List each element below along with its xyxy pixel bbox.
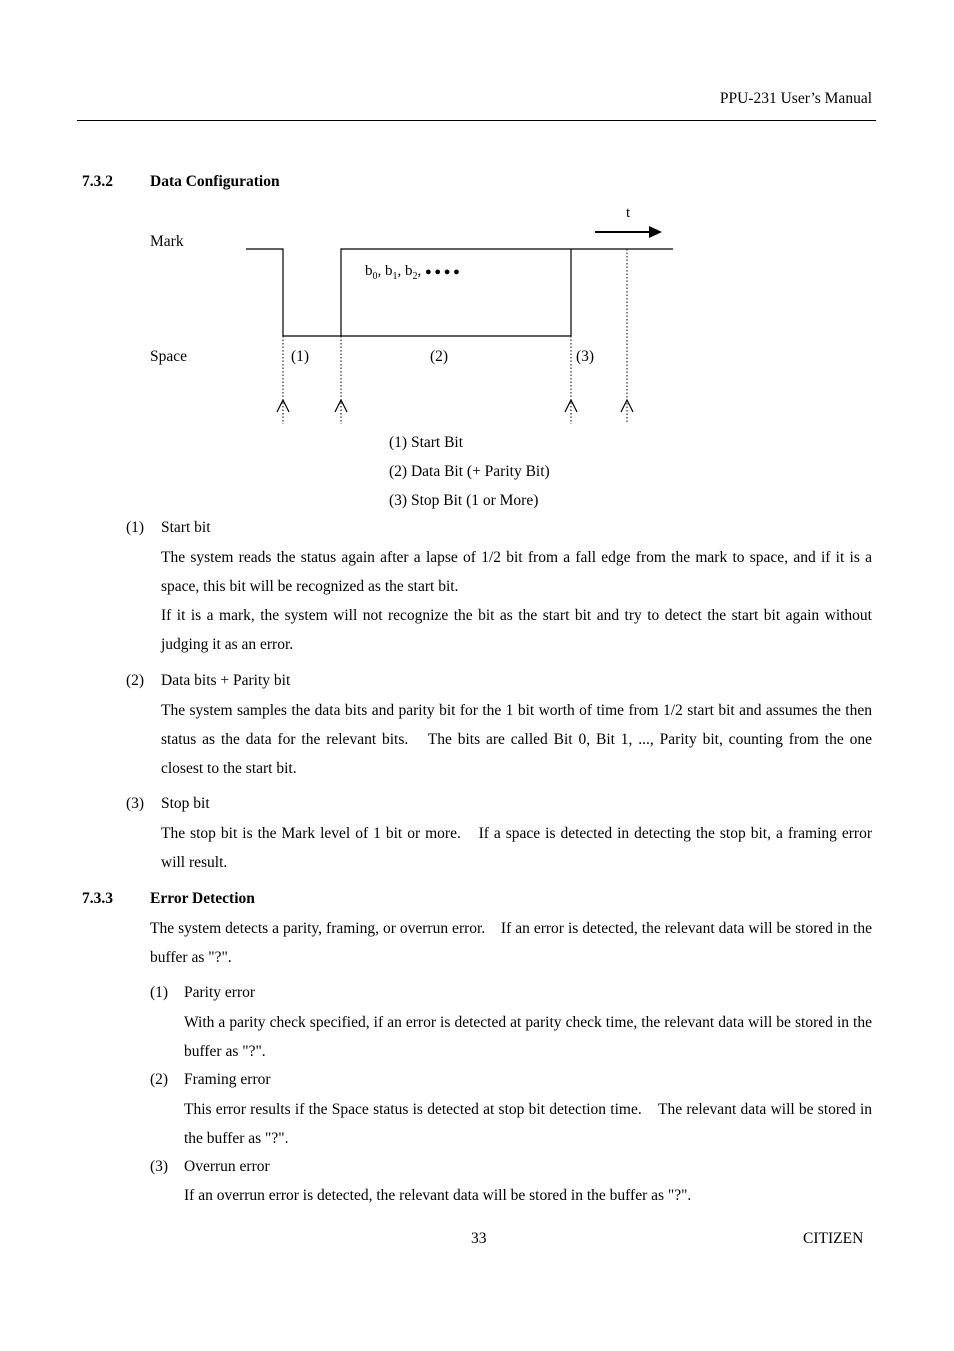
region-1-label: (1) bbox=[291, 348, 310, 365]
item-number: (2) bbox=[126, 672, 145, 689]
space-label: Space bbox=[150, 348, 188, 365]
section-title: Data Configuration bbox=[150, 173, 280, 190]
signal-waveform bbox=[246, 249, 673, 336]
page-number: 33 bbox=[471, 1230, 487, 1247]
timing-diagram bbox=[0, 0, 954, 440]
section-intro: The system detects a parity, framing, or overrun error. If an error is detected, the relevant data will be stored in the buffer as "?". bbox=[150, 920, 872, 966]
section-number: 7.3.3 bbox=[82, 890, 113, 907]
time-label: t bbox=[626, 205, 631, 221]
region-2-label: (2) bbox=[430, 348, 449, 365]
item-number: (1) bbox=[150, 984, 169, 1001]
item-number: (3) bbox=[126, 795, 145, 812]
mark-label: Mark bbox=[150, 233, 184, 250]
header-title: PPU-231 User’s Manual bbox=[719, 90, 872, 107]
item-paragraph: If an overrun error is detected, the relevant data will be stored in the buffer as "?". bbox=[184, 1187, 692, 1204]
item-title: Parity error bbox=[184, 984, 256, 1001]
section-number: 7.3.2 bbox=[82, 173, 113, 190]
section-title: Error Detection bbox=[150, 890, 255, 907]
legend-item: (1) Start Bit bbox=[389, 434, 464, 451]
item-number: (1) bbox=[126, 519, 145, 536]
sample-arrows bbox=[277, 400, 633, 412]
item-paragraph: This error results if the Space status is detected at stop bit detection time. The relevant data will be stored in the buffer as "?". bbox=[184, 1101, 872, 1147]
item-paragraph: The stop bit is the Mark level of 1 bit or more. If a space is detected in detecting the stop bit, a framing error will result. bbox=[161, 825, 872, 871]
diagram-legend bbox=[389, 428, 550, 515]
item-paragraph: If it is a mark, the system will not recognize the bit as the start bit and try to detect the start bit again without judging it as an error. bbox=[161, 607, 872, 653]
item-number: (3) bbox=[150, 1158, 169, 1175]
item-paragraph: With a parity check specified, if an error is detected at parity check time, the relevant data will be stored in the buffer as "?". bbox=[184, 1014, 872, 1060]
item-title: Framing error bbox=[184, 1071, 271, 1088]
time-arrow-head bbox=[649, 226, 662, 238]
item-title: Data bits + Parity bit bbox=[161, 672, 291, 689]
region-3-label: (3) bbox=[576, 348, 595, 365]
item-paragraph: The system samples the data bits and parity bit for the 1 bit worth of time from 1/2 start bit and assumes the then status as the data for the relevant bits. The bits are called Bit 0, Bit 1, ..., Parity bit, counting from the one closest to the start bit. bbox=[161, 702, 872, 777]
footer-brand: CITIZEN bbox=[803, 1230, 864, 1247]
legend-item: (2) Data Bit (+ Parity Bit) bbox=[389, 463, 550, 480]
legend-item: (3) Stop Bit (1 or More) bbox=[389, 492, 539, 509]
item-number: (2) bbox=[150, 1071, 169, 1088]
item-paragraph: The system reads the status again after a lapse of 1/2 bit from a fall edge from the mark to space, and if it is a space, this bit will be recognized as the start bit. bbox=[161, 549, 872, 595]
data-bits-label: $b_0$, $b_1$, $b_2$, ● ● ● ● bbox=[365, 263, 460, 282]
item-title: Overrun error bbox=[184, 1158, 270, 1175]
item-title: Stop bit bbox=[161, 795, 210, 812]
item-title: Start bit bbox=[161, 519, 211, 536]
